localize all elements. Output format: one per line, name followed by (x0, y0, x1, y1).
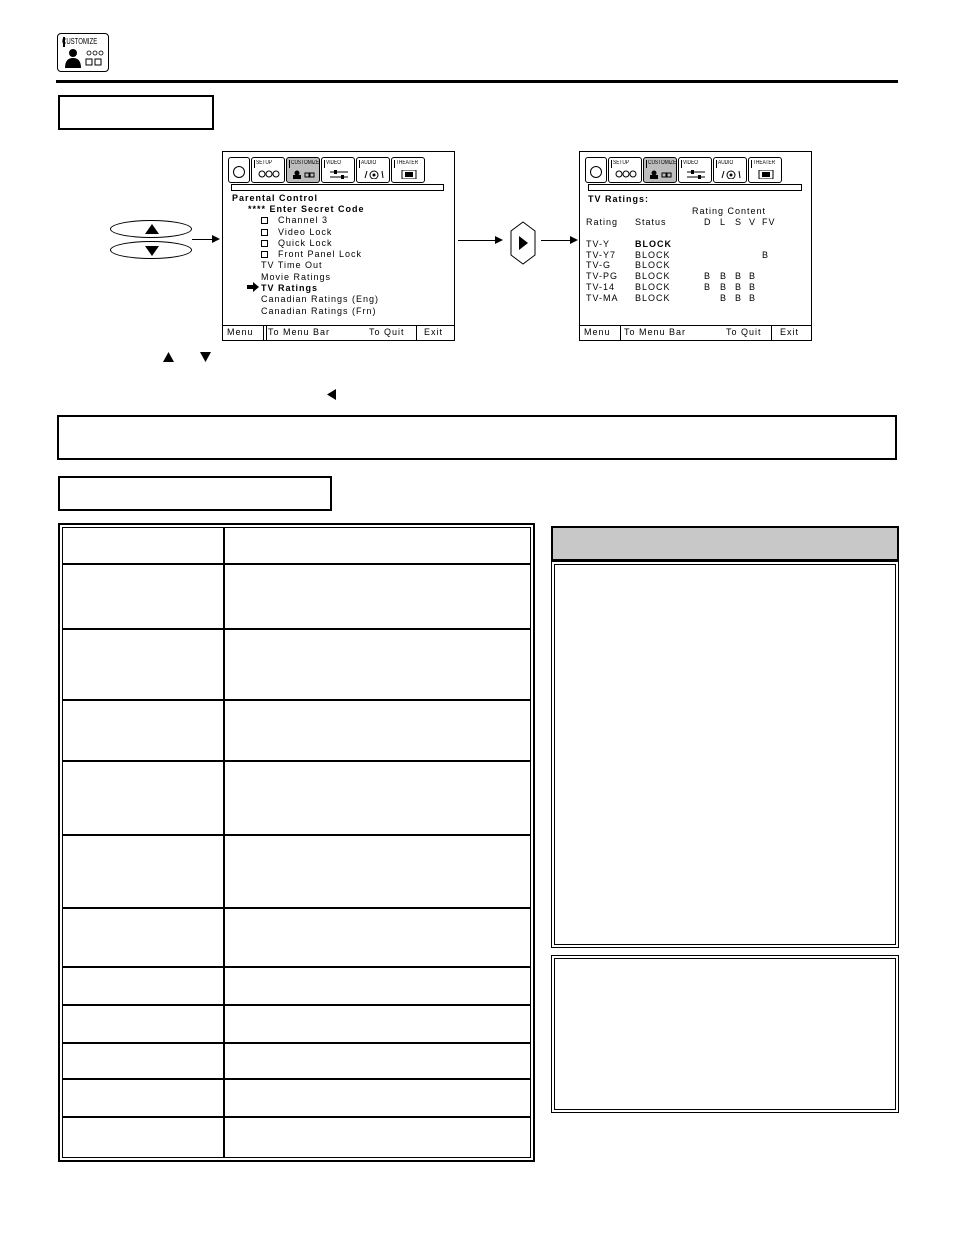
menu-tab-bar (228, 157, 425, 183)
definitions-table (58, 523, 535, 1162)
tab-main[interactable] (228, 157, 250, 183)
menu-item-canadian-ratings-frn[interactable]: Canadian Ratings (Frn) (261, 306, 377, 316)
footer-menu: Menu (227, 327, 254, 337)
col-s: S (735, 217, 743, 227)
menu-item-channel-3[interactable]: Channel 3 (261, 215, 328, 225)
arrow-right-icon-2 (495, 236, 503, 244)
rating-cell[interactable]: B (704, 271, 712, 281)
menu-bar-2 (588, 184, 802, 191)
footer-menu: Menu (584, 327, 611, 337)
col-l: L (720, 217, 727, 227)
screen-footer (223, 325, 454, 340)
parental-control-screen (222, 151, 455, 341)
rating-cell[interactable]: B (735, 271, 743, 281)
screen-footer-2 (580, 325, 811, 340)
table-row (63, 760, 530, 762)
footer-to-menu-bar: To Menu Bar (268, 327, 331, 337)
tab-audio[interactable]: AUDIO (356, 157, 390, 183)
section-title-box (58, 95, 214, 130)
tab-main[interactable] (585, 157, 607, 183)
tab-video[interactable]: VIDEO (678, 157, 712, 183)
down-button[interactable] (110, 241, 192, 259)
table-row (63, 1042, 530, 1044)
table-row (63, 907, 530, 909)
rating-content-label: Rating Content (692, 206, 767, 216)
menu-tab-bar-2 (585, 157, 782, 183)
table-row (63, 628, 530, 630)
triangle-up-icon (145, 224, 159, 234)
person-icon (64, 48, 106, 70)
checkbox-front-panel-lock[interactable] (261, 251, 268, 258)
rating-row-label[interactable]: TV-PG (586, 271, 619, 281)
table-row (63, 834, 530, 836)
rating-cell[interactable]: B (720, 293, 728, 303)
down-arrow-icon (200, 352, 211, 362)
col-v: V (749, 217, 757, 227)
left-arrow-icon (327, 389, 336, 400)
menu-item-tv-time-out[interactable]: TV Time Out (261, 260, 323, 270)
menu-item-movie-ratings[interactable]: Movie Ratings (261, 272, 332, 282)
footer-to-menu-bar: To Menu Bar (624, 327, 687, 337)
selection-arrow-icon (247, 282, 259, 292)
col-rating: Rating (586, 217, 619, 227)
up-button[interactable] (110, 220, 192, 238)
up-arrow-icon (163, 352, 174, 362)
table-row (63, 1116, 530, 1118)
footer-to-quit: To Quit (369, 327, 405, 337)
rating-cell[interactable]: B (735, 293, 743, 303)
table-row (63, 699, 530, 701)
rating-cell[interactable]: B (749, 293, 757, 303)
tab-theater[interactable]: THEATER (391, 157, 425, 183)
arrow-line (192, 239, 212, 240)
rating-cell[interactable]: B (735, 282, 743, 292)
arrow-right-icon (212, 235, 220, 243)
table-row (63, 1004, 530, 1006)
rating-cell[interactable]: B (749, 271, 757, 281)
checkbox-quick-lock[interactable] (261, 240, 268, 247)
col-status: Status (635, 217, 667, 227)
rating-row-status[interactable]: BLOCK (635, 271, 671, 281)
rating-row-status[interactable]: BLOCK (635, 293, 671, 303)
arrow-line-2 (458, 240, 496, 241)
checkbox-video-lock[interactable] (261, 229, 268, 236)
customize-icon (57, 33, 109, 72)
rating-row-label[interactable]: TV-14 (586, 282, 616, 292)
arrow-right-icon-3 (570, 236, 578, 244)
rating-row-status[interactable]: BLOCK (635, 250, 671, 260)
tab-customize[interactable]: CUSTOMIZE (643, 157, 677, 183)
rating-cell[interactable]: B (749, 282, 757, 292)
rating-row-status[interactable]: BLOCK (635, 282, 671, 292)
rating-row-status[interactable]: BLOCK (635, 239, 672, 249)
footer-exit: Exit (780, 327, 800, 337)
tv-ratings-screen (579, 151, 812, 341)
rating-cell[interactable]: B (720, 282, 728, 292)
table-row (63, 563, 530, 565)
side-header-box (551, 526, 899, 561)
parental-control-title: Parental Control (232, 193, 319, 203)
header-rule (56, 80, 898, 83)
table-row (63, 966, 530, 968)
footer-to-quit: To Quit (726, 327, 762, 337)
checkbox-channel-3[interactable] (261, 217, 268, 224)
menu-item-tv-ratings[interactable]: TV Ratings (261, 283, 319, 293)
note-box (57, 415, 897, 460)
column-divider (223, 528, 225, 1157)
rating-cell[interactable]: B (720, 271, 728, 281)
col-fv: FV (762, 217, 776, 227)
rating-row-label[interactable]: TV-Y7 (586, 250, 617, 260)
side-note-box (551, 955, 899, 1113)
tab-theater[interactable]: THEATER (748, 157, 782, 183)
menu-item-quick-lock[interactable]: Quick Lock (261, 238, 333, 248)
tab-setup[interactable]: SETUP (608, 157, 642, 183)
rating-row-status[interactable]: BLOCK (635, 260, 671, 270)
tab-setup[interactable]: SETUP (251, 157, 285, 183)
footer-exit: Exit (424, 327, 444, 337)
triangle-down-icon (145, 246, 159, 256)
rating-row-label[interactable]: TV-G (586, 260, 612, 270)
rating-cell[interactable]: B (762, 250, 770, 260)
tv-ratings-title: TV Ratings: (588, 194, 650, 204)
subsection-title-box (58, 476, 332, 511)
tab-audio[interactable]: AUDIO (713, 157, 747, 183)
table-row (63, 1078, 530, 1080)
customize-icon-label: CUSTOMIZE (62, 37, 98, 46)
menu-item-front-panel-lock[interactable]: Front Panel Lock (261, 249, 362, 259)
menu-item-video-lock[interactable]: Video Lock (261, 227, 332, 237)
menu-item-canadian-ratings-eng[interactable]: Canadian Ratings (Eng) (261, 294, 380, 304)
menu-bar (231, 184, 444, 191)
rating-row-label[interactable]: TV-MA (586, 293, 619, 303)
arrow-line-3 (541, 240, 571, 241)
tab-customize[interactable]: CUSTOMIZE (286, 157, 320, 183)
rating-row-label[interactable]: TV-Y (586, 239, 611, 249)
tab-video[interactable]: VIDEO (321, 157, 355, 183)
enter-secret-code: **** Enter Secret Code (248, 204, 365, 214)
rating-cell[interactable]: B (704, 282, 712, 292)
col-d: D (704, 217, 712, 227)
side-content-box (551, 561, 899, 948)
right-button[interactable] (510, 221, 536, 265)
